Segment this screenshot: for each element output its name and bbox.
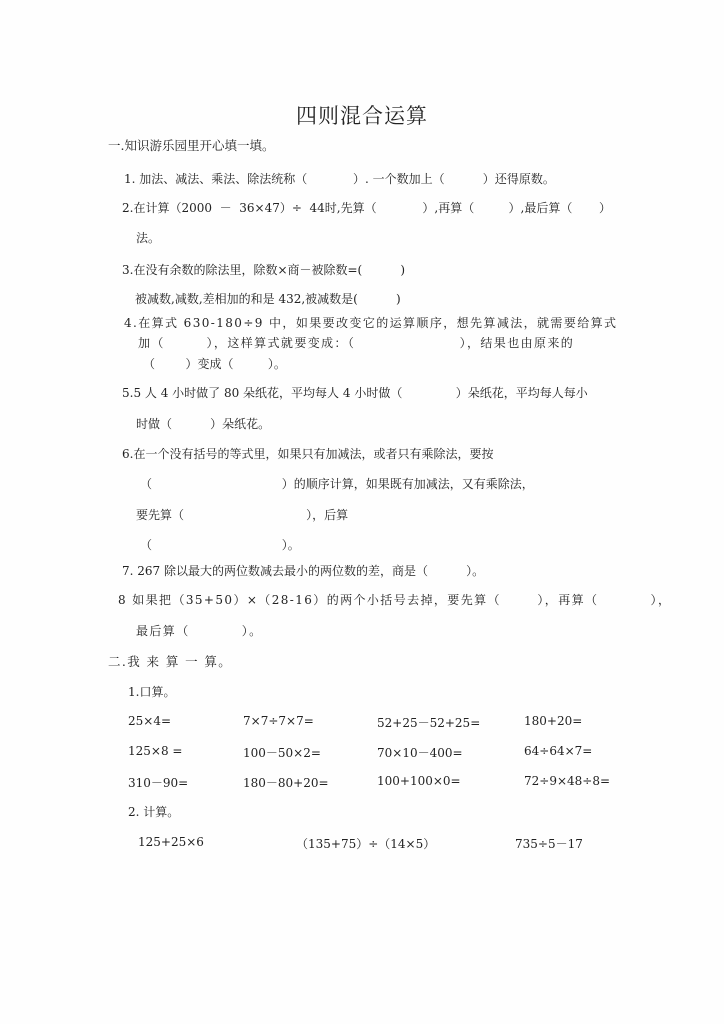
- oral-r1-c3: 52+25－52+25=: [377, 716, 481, 730]
- question-4-line-1: 4.在算式 630-180÷9 中，如果要改变它的运算顺序，想先算减法，就需要给算式: [124, 316, 618, 330]
- question-3-line-2: 被减数,减数,差相加的和是 432,被减数是( ): [135, 292, 401, 306]
- oral-r3-c1: 310－90=: [128, 776, 189, 790]
- oral-r1-c4: 180+20=: [524, 714, 583, 728]
- question-4-line-3: （ ）变成（ ）。: [143, 357, 286, 371]
- oral-r2-c2: 100－50×2=: [243, 746, 321, 760]
- oral-r3-c2: 180－80+20=: [243, 776, 329, 790]
- question-7: 7. 267 除以最大的两位数减去最小的两位数的差，商是（ ）。: [122, 564, 485, 578]
- oral-r3-c4: 72÷9×48÷8=: [524, 774, 611, 788]
- oral-r1-c1: 25×4=: [128, 714, 172, 728]
- calc-item-1: 125+25×6: [138, 835, 204, 849]
- oral-r2-c3: 70×10－400=: [377, 746, 463, 760]
- question-6-line-1: 6.在一个没有括号的等式里，如果只有加减法，或者只有乘除法，要按: [122, 447, 494, 461]
- section-2-heading: 二.我 来 算 一 算。: [108, 654, 233, 669]
- section-1-heading: 一.知识游乐园里开心填一填。: [108, 138, 275, 153]
- page-title: 四则混合运算: [296, 104, 428, 128]
- question-6-line-3: 要先算（ ），后算: [136, 508, 349, 522]
- calc-item-3: 735÷5－17: [515, 837, 583, 851]
- oral-r2-c4: 64÷64×7=: [524, 744, 593, 758]
- question-8-line-2: 最后算（ ）。: [136, 624, 263, 638]
- question-3-line-1: 3.在没有余数的除法里，除数×商－被除数=( ): [122, 263, 406, 277]
- question-2-line-2: 法。: [136, 231, 161, 245]
- question-6-line-4: （ ）。: [140, 538, 300, 552]
- question-5-line-1: 5.5 人 4 小时做了 80 朵纸花，平均每人 4 小时做（ ）朵纸花，平均每人每小: [122, 386, 588, 400]
- question-2-line-1: 2.在计算（2000 － 36×47）÷ 44时,先算（ ）,再算（ ）,最后算（ ）: [122, 201, 612, 215]
- oral-r1-c2: 7×7÷7×7=: [243, 714, 314, 728]
- question-5-line-2: 时做（ ）朵纸花。: [136, 417, 271, 431]
- question-1: 1. 加法、减法、乘法、除法统称（ ）. 一个数加上（ ）还得原数。: [124, 172, 555, 186]
- question-4-line-2: 加（ ），这样算式就要变成：（ ），结果也由原来的: [138, 336, 575, 350]
- calc-item-2: （135+75）÷（14×5）: [296, 837, 436, 851]
- oral-calc-label: 1.口算。: [128, 685, 176, 699]
- calc-label: 2. 计算。: [128, 805, 180, 819]
- oral-r2-c1: 125×8 =: [128, 744, 183, 758]
- question-8-line-1: 8 如果把（35+50）×（28-16）的两个小括号去掉，要先算（ ），再算（ ），: [118, 593, 672, 607]
- oral-r3-c3: 100+100×0=: [377, 774, 461, 788]
- question-6-line-2: （ ）的顺序计算，如果既有加减法，又有乘除法，: [140, 477, 534, 491]
